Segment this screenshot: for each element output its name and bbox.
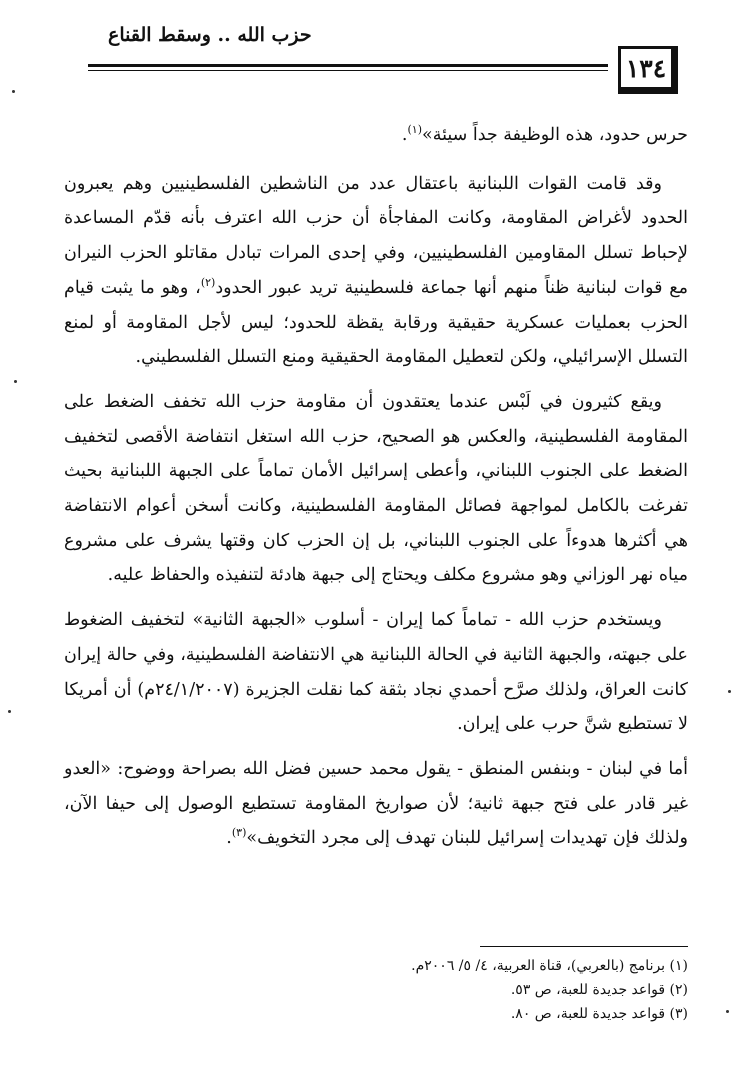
margin-speck xyxy=(728,690,731,693)
footnote-rule xyxy=(480,946,688,947)
margin-speck xyxy=(8,710,11,713)
note-ref-1: (١) xyxy=(407,123,422,137)
page-number: ١٣٤ xyxy=(618,46,678,94)
paragraph-3: ويقع كثيرون في لَبْس عندما يعتقدون أن مقاومة حزب الله تخفف الضغط على المقاومة الفلسطينية، والعكس هو الصحيح، حزب الله استغل انتفاضة الأقصى لتخفيف الضغط على الجنوب اللبناني، وأعطى إسرائيل الأمان تماماً على الجبهة اللبنانية بحيث تفرغت بالكامل لمواجهة فصائل المقاومة الفلسطينية، وكانت أسخن أعوام الانتفاضة هي أكثرها هدوءاً على الجنوب اللبناني، بل إن الحزب كان وقتها يشرف على مشروع مياه نهر الوزاني وهو مشروع مكلف ويحتاج إلى جبهة هادئة لتنفيذه والحفاظ عليه. xyxy=(64,391,688,586)
paragraph-5 xyxy=(64,752,688,856)
running-title: حزب الله .. وسقط القناع xyxy=(108,24,312,46)
paragraph-4: ويستخدم حزب الله - تماماً كما إيران - أسلوب «الجبهة الثانية» لتخفيف الضغوط على جبهته، والجبهة الثانية في الحالة اللبنانية هي الانتفاضة الفلسطينية، وفي حالة إيران كانت العراق، ولذلك صرَّح أحمدي نجاد بثقة كما نقلت الجزيرة (٢٤/١/٢٠٠٧م) أن أمريكا لا تستطيع شنَّ حرب على إيران. xyxy=(64,610,688,735)
paragraph-1-text: حرس حدود، هذه الوظيفة جداً سيئة» xyxy=(422,125,688,145)
footnote-3: (٣) قواعد جديدة للعبة، ص ٨٠. xyxy=(510,1006,688,1022)
footnote-1: (١) برنامج (بالعربي)، قناة العربية، ٤/ ٥/ ٢٠٠٦م. xyxy=(411,958,688,974)
footnotes xyxy=(64,954,688,1026)
main-text xyxy=(64,118,688,866)
paragraph-2-text-b: ، وهو ما يثبت قيام الحزب بعمليات عسكرية حقيقية ورقابة يقظة للحدود؛ ليس لأجل المقاومة أو لمنع التسلل الإسرائيلي، ولكن لتعطيل المقاومة الحقيقية ومنع التسلل الفلسطيني. xyxy=(64,277,688,368)
note-ref-2: (٢) xyxy=(200,275,216,289)
paragraph-5-end: . xyxy=(226,828,232,849)
margin-speck xyxy=(14,380,17,383)
footnote-2: (٢) قواعد جديدة للعبة، ص ٥٣. xyxy=(510,982,688,998)
header-rule xyxy=(88,64,608,67)
header-rule-thin xyxy=(88,70,608,71)
margin-speck xyxy=(12,90,15,93)
paragraph-5-text: أما في لبنان - وبنفس المنطق - يقول محمد حسين فضل الله بصراحة ووضوح: «العدو غير قادر على فتح جبهة ثانية؛ لأن صواريخ المقاومة تستطيع الوصول إلى حيفا الآن، ولذلك فإن تهديدات إسرائيل للبنان تهدف إلى مجرد التخويف» xyxy=(64,758,688,849)
paragraph-1: حرس حدود، هذه الوظيفة جداً سيئة»$^{(١)}$. xyxy=(401,123,688,145)
paragraph-2 xyxy=(64,167,688,375)
margin-speck xyxy=(726,1010,729,1013)
paragraph-2-text-a: وقد قامت القوات اللبنانية باعتقال عدد من الناشطين الفلسطينيين وهم يعبرون الحدود لأغراض المقاومة، وكانت المفاجأة أن حزب الله اعترف بأنه قدّم المساعدة لإحباط تسلل المقاومين الفلسطينيين، وفي إحدى المرات تبادل مقاتلو الحزب النيران مع قوات لبنانية ظناً منهم أنها جماعة فلسطينية تريد عبور الحدود xyxy=(64,173,688,298)
note-ref-3: (٣) xyxy=(231,826,247,840)
